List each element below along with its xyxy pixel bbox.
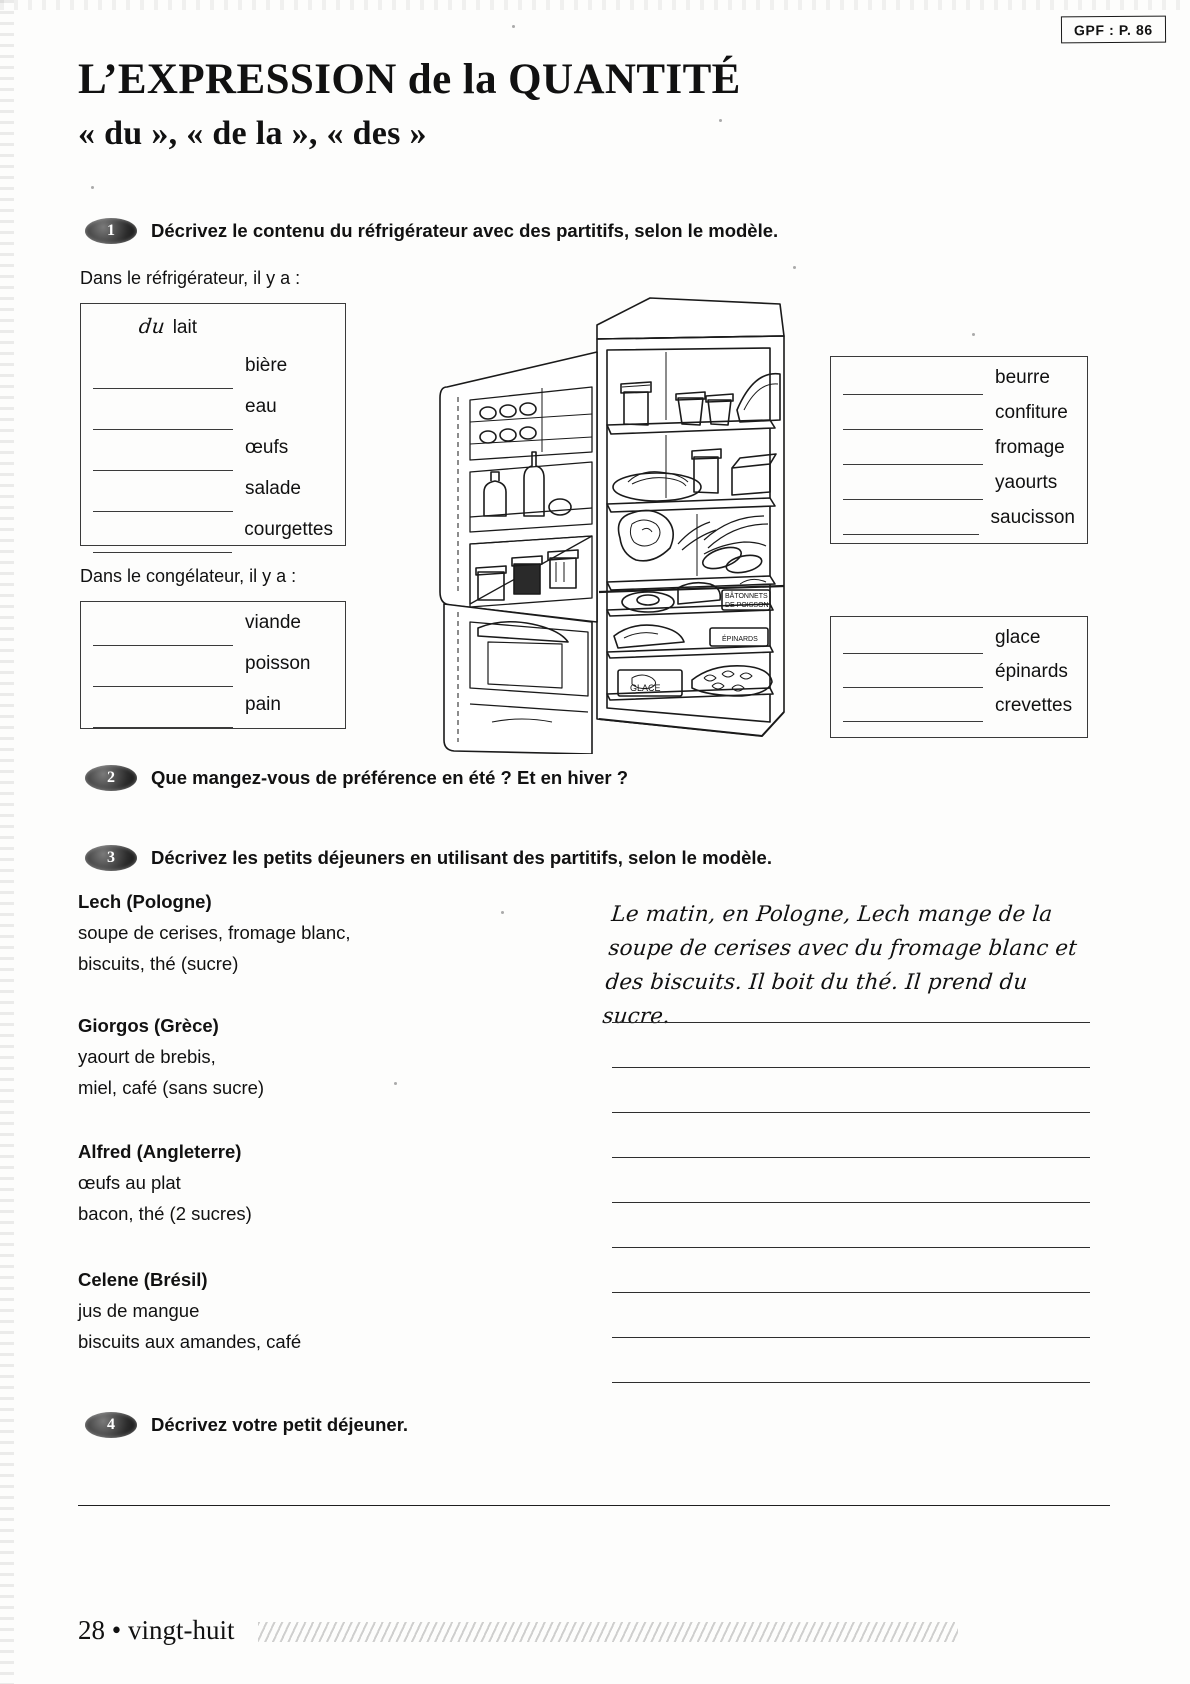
answer-word: bière [245, 355, 288, 376]
lead-freezer: Dans le congélateur, il y a : [80, 566, 297, 586]
writing-line[interactable] [612, 1022, 1090, 1023]
breakfast-block-celene [78, 1269, 301, 1362]
writing-line[interactable] [612, 1382, 1090, 1383]
page-subtitle: « du », « de la », « des » [78, 115, 427, 152]
scan-speck [91, 186, 94, 189]
answer-blank[interactable] [93, 552, 232, 553]
breakfast-item-line: biscuits aux amandes, café [78, 1331, 302, 1352]
writing-line[interactable] [612, 1247, 1090, 1248]
answer-row[interactable] [93, 612, 333, 653]
answer-row[interactable] [843, 402, 1075, 437]
answer-word: eau [245, 396, 277, 417]
answer-row[interactable] [93, 694, 333, 735]
breakfast-item-line: soupe de cerises, fromage blanc, [78, 922, 351, 943]
answer-word: yaourts [995, 472, 1058, 493]
model-partitive: du [137, 314, 166, 338]
answer-word: fromage [995, 437, 1065, 458]
answer-row[interactable] [843, 695, 1075, 729]
answer-blank[interactable] [93, 645, 233, 646]
answer-row[interactable] [93, 478, 333, 519]
breakfast-item-line: miel, café (sans sucre) [78, 1077, 265, 1098]
exercise-instruction: Décrivez les petits déjeuners en utilisant des partitifs, selon le modèle. [151, 847, 772, 868]
answer-row[interactable] [843, 661, 1075, 695]
answer-blank[interactable] [93, 388, 233, 389]
answer-word: courgettes [244, 519, 333, 540]
breakfast-block-alfred [78, 1141, 252, 1234]
answer-word: œufs [245, 437, 289, 458]
scan-speck [793, 266, 796, 269]
answer-box-fridge-left [80, 303, 346, 546]
answer-word: poisson [245, 653, 311, 674]
breakfast-block-giorgos [78, 1015, 264, 1108]
answer-box-freezer-right [830, 616, 1088, 738]
model-word: lait [172, 317, 197, 338]
writing-line[interactable] [612, 1292, 1090, 1293]
answer-row[interactable] [843, 627, 1075, 661]
footer-scan-smudge [258, 1622, 958, 1642]
refrigerator-illustration [392, 292, 802, 754]
exercise-4-header [85, 1412, 408, 1438]
exercise-number-badge: 4 [85, 1412, 137, 1438]
label-glace: GLACE [630, 683, 661, 693]
answer-word: crevettes [995, 695, 1073, 716]
answer-row[interactable] [843, 472, 1075, 507]
exercise-3-header [85, 845, 772, 871]
exercise-instruction: Décrivez le contenu du réfrigérateur avec des partitifs, selon le modèle. [151, 220, 779, 241]
exercise-number-badge: 3 [85, 845, 137, 871]
scan-speck [501, 911, 504, 914]
model-answer-row [93, 314, 333, 355]
breakfast-block-lech [78, 891, 351, 984]
answer-blank[interactable] [843, 394, 983, 395]
writing-line[interactable] [612, 1157, 1090, 1158]
scan-speck [512, 25, 515, 28]
answer-row[interactable] [843, 507, 1075, 542]
answer-row[interactable] [93, 355, 333, 396]
answer-row[interactable] [93, 396, 333, 437]
breakfast-person-name: Alfred (Angleterre) [78, 1141, 242, 1162]
answer-blank[interactable] [843, 721, 983, 722]
answer-blank[interactable] [843, 687, 983, 688]
answer-blank[interactable] [93, 511, 233, 512]
scan-speck [972, 333, 975, 336]
writing-line[interactable] [612, 1112, 1090, 1113]
answer-blank[interactable] [843, 534, 979, 535]
answer-blank[interactable] [843, 429, 983, 430]
exercise-1-header [85, 218, 778, 244]
writing-line[interactable] [612, 1202, 1090, 1203]
breakfast-item-line: œufs au plat [78, 1172, 181, 1193]
breakfast-item-line: yaourt de brebis, [78, 1046, 216, 1067]
answer-row[interactable] [93, 437, 333, 478]
exercise-number-badge: 2 [85, 765, 137, 791]
label-batonnets-line2: DE POISSON [725, 602, 769, 609]
handwritten-model-answer: Le matin, en Pologne, Lech mange de la soupe de cerises avec du fromage blanc et des biscuits. Il boit du thé. Il prend du sucre. [601, 902, 1078, 1029]
answer-blank[interactable] [93, 429, 233, 430]
scan-edge-top [0, 0, 1190, 10]
exercise-instruction: Que mangez-vous de préférence en été ? Et en hiver ? [151, 767, 629, 788]
answer-box-freezer-left [80, 601, 346, 729]
exercise-instruction: Décrivez votre petit déjeuner. [151, 1414, 409, 1435]
breakfast-item-line: bacon, thé (2 sucres) [78, 1203, 252, 1224]
answer-blank[interactable] [843, 499, 983, 500]
answer-box-fridge-right [830, 356, 1088, 544]
footer-divider [78, 1505, 1110, 1506]
answer-row[interactable] [843, 437, 1075, 472]
breakfast-person-name: Celene (Brésil) [78, 1269, 208, 1290]
reference-label: GPF : P. 86 [1074, 21, 1154, 39]
answer-row[interactable] [93, 653, 333, 694]
label-batonnets-line1: BÂTONNETS [725, 593, 768, 600]
writing-line[interactable] [612, 1067, 1090, 1068]
answer-blank[interactable] [843, 464, 983, 465]
answer-word: beurre [995, 367, 1050, 388]
answer-word: glace [995, 627, 1041, 648]
answer-row[interactable] [843, 367, 1075, 402]
exercise-number-badge: 1 [85, 218, 137, 244]
exercise-2-header [85, 765, 628, 791]
label-epinards: ÉPINARDS [722, 636, 758, 643]
writing-line[interactable] [612, 1337, 1090, 1338]
answer-row[interactable] [93, 519, 333, 560]
breakfast-person-name: Giorgos (Grèce) [78, 1015, 219, 1036]
answer-blank[interactable] [93, 727, 233, 728]
breakfast-person-name: Lech (Pologne) [78, 891, 212, 912]
answer-blank[interactable] [93, 686, 233, 687]
reference-badge [1061, 16, 1166, 44]
answer-word: confiture [995, 402, 1068, 423]
scan-edge-left [0, 0, 14, 1684]
breakfast-item-line: jus de mangue [78, 1300, 200, 1321]
scan-speck [719, 119, 722, 122]
answer-blank[interactable] [843, 653, 983, 654]
page-number: 28 • vingt-huit [78, 1615, 235, 1645]
answer-word: salade [245, 478, 301, 499]
breakfast-item-line: biscuits, thé (sucre) [78, 953, 239, 974]
answer-word: épinards [995, 661, 1068, 682]
scan-speck [394, 1082, 397, 1085]
lead-fridge: Dans le réfrigérateur, il y a : [80, 268, 301, 288]
page-title: L’EXPRESSION de la QUANTITÉ [78, 56, 741, 103]
answer-word: saucisson [990, 507, 1075, 528]
answer-word: viande [245, 612, 301, 633]
answer-blank[interactable] [93, 470, 233, 471]
answer-word: pain [245, 694, 281, 715]
